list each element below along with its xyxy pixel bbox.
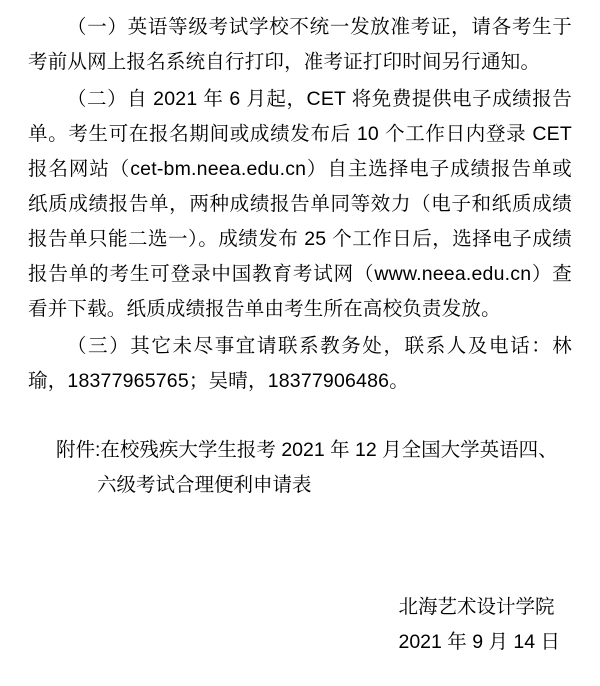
attachment-line-2: 六级考试合理便利申请表 [96, 474, 312, 496]
paragraph-two: （二）自 2021 年 6 月起，CET 将免费提供电子成绩报告单。考生可在报名期间或成绩发布后 10 个工作日内登录 CET 报名网站（cet-bm.neea.edu.cn）自主选择电子成绩报告单或纸质成绩报告单，两种成绩报告单同等效力（电子和纸质成绩报告单只能二选一）。成绩发布 25 个工作日后，选择电子成绩报告单的考生可登录中国教育考试网（www.neea.edu.cn）查看并下载。纸质成绩报告单由考生所在高校负责发放。 [28, 88, 572, 320]
attachment-line-1: 附件:在校残疾大学生报考 2021 年 12 月全国大学英语四、 [56, 439, 558, 461]
attachment-block [28, 433, 572, 503]
signature-date: 2021 年 9 月 14 日 [398, 631, 560, 653]
signature-organization: 北海艺术设计学院 [398, 596, 555, 618]
paragraph-three: （三）其它未尽事宜请联系教务处，联系人及电话：林瑜，18377965765；吴晴，18377906486。 [28, 335, 572, 392]
signature-block [398, 590, 560, 660]
paragraph-one: （一）英语等级考试学校不统一发放准考证，请各考生于考前从网上报名系统自行打印，准考证打印时间另行通知。 [28, 16, 572, 73]
